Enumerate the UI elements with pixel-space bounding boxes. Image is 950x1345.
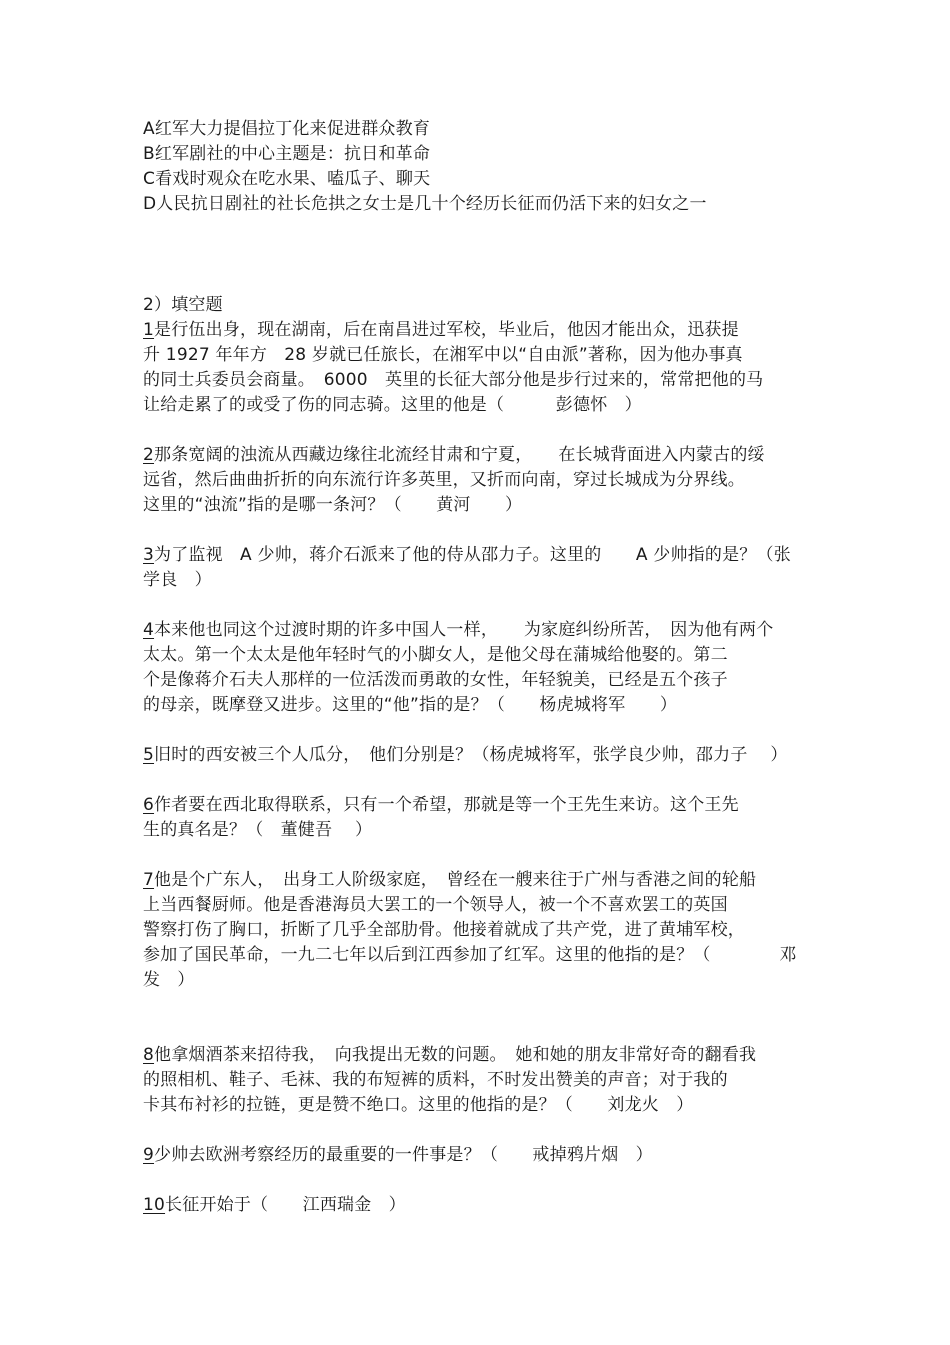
choice-a: A红军大力提倡拉丁化来促进群众教育 [143,119,431,139]
question-1-line: 让给走累了的或受了伤的同志骑。这里的他是（ 彭德怀 ） [143,395,642,415]
question-text: 本来他也同这个过渡时期的许多中国人一样， 为家庭纠纷所苦， 因为他有两个 [154,620,774,640]
question-number: 5 [143,745,155,765]
question-6-line: 生的真名是？（ 董健吾 ） [143,820,373,840]
question-5-line [143,743,788,768]
question-number: 10 [143,1195,166,1215]
question-8-line: 卡其布衬衫的拉链，更是赞不绝口。这里的他指的是？（ 刘龙火 ） [143,1095,694,1115]
question-text: 作者要在西北取得联系，只有一个希望，那就是等一个王先生来访。这个王先 [154,795,739,815]
question-7-line: 上当西餐厨师。他是香港海员大罢工的一个领导人，被一个不喜欢罢工的英国 [143,895,728,915]
question-4-line [143,618,773,643]
question-number: 7 [143,870,155,890]
section-title: 2）填空题 [143,295,223,315]
question-4-line: 太太。第一个太太是他年轻时气的小脚女人，是他父母在蒲城给他娶的。第二 [143,645,728,665]
question-text: 少帅去欧洲考察经历的最重要的一件事是？（ 戒掉鸦片烟 ） [154,1145,653,1165]
question-number: 8 [143,1045,155,1065]
question-7-line [143,868,756,893]
question-text: 他拿烟酒茶来招待我， 向我提出无数的问题。 她和她的朋友非常好奇的翻看我 [154,1045,757,1065]
question-10-line [143,1193,406,1218]
question-number: 1 [143,320,155,340]
question-number: 2 [143,445,155,465]
question-7-line: 警察打伤了胸口，折断了几乎全部肋骨。他接着就成了共产党，进了黄埔军校， [143,920,745,940]
question-2-line: 这里的“浊流”指的是哪一条河？（ 黄河 ） [143,495,523,515]
question-3-line: 学良 ） [143,570,212,590]
question-2-line: 远省，然后曲曲折折的向东流行许多英里，又折而向南，穿过长城成为分界线。 [143,470,745,490]
question-text: 为了监视 A 少帅，蒋介石派来了他的侍从邵力子。这里的 A 少帅指的是？（张 [154,545,791,565]
question-1-line: 升 1927 年年方 28 岁就已任旅长，在湘军中以“自由派”著称，因为他办事真 [143,345,743,365]
question-text: 他是个广东人， 出身工人阶级家庭， 曾经在一艘来往于广州与香港之间的轮船 [154,870,757,890]
question-2-line [143,443,765,468]
question-text: 那条宽阔的浊流从西藏边缘往北流经甘肃和宁夏， 在长城背面进入内蒙古的绥 [154,445,765,465]
question-number: 9 [143,1145,155,1165]
question-7-line: 发 ） [143,970,195,990]
question-number: 6 [143,795,155,815]
question-8-line [143,1043,756,1068]
question-6-line [143,793,739,818]
question-text: 旧时的西安被三个人瓜分， 他们分别是？（杨虎城将军，张学良少帅，邵力子 ） [154,745,788,765]
question-number: 3 [143,545,155,565]
choice-c: C看戏时观众在吃水果、嗑瓜子、聊天 [143,169,431,189]
question-8-line: 的照相机、鞋子、毛袜、我的布短裤的质料，不时发出赞美的声音；对于我的 [143,1070,728,1090]
question-4-line: 的母亲，既摩登又进步。这里的“他”指的是？（ 杨虎城将军 ） [143,695,678,715]
choice-d: D人民抗日剧社的社长危拱之女士是几十个经历长征而仍活下来的妇女之一 [143,194,707,214]
question-1-line [143,318,739,343]
question-4-line: 个是像蒋介石夫人那样的一位活泼而勇敢的女性，年轻貌美，已经是五个孩子 [143,670,728,690]
question-7-line: 参加了国民革命，一九二七年以后到江西参加了红军。这里的他指的是？（ 邓 [143,945,797,965]
question-9-line [143,1143,653,1168]
choice-b: B红军剧社的中心主题是：抗日和革命 [143,144,431,164]
question-3-line [143,543,791,568]
question-text: 长征开始于（ 江西瑞金 ） [165,1195,406,1215]
question-number: 4 [143,620,155,640]
question-text: 是行伍出身，现在湖南，后在南昌进过军校，毕业后，他因才能出众，迅获提 [154,320,739,340]
question-1-line: 的同士兵委员会商量。 6000 英里的长征大部分他是步行过来的，常常把他的马 [143,370,764,390]
